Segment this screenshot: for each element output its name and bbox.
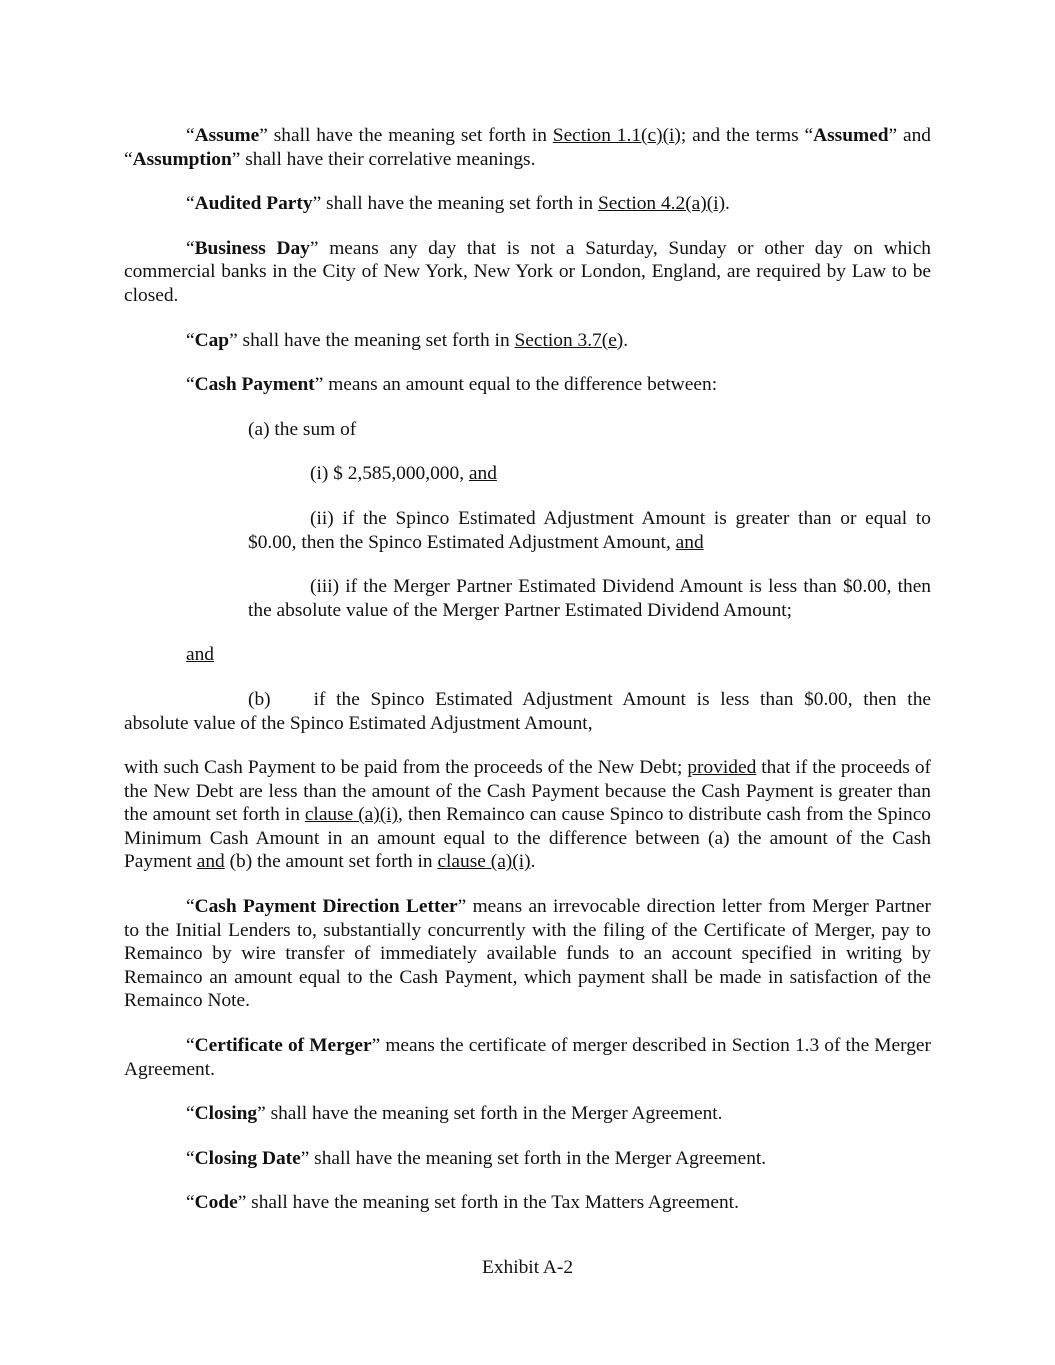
definition-text: ” means any day that is not a Saturday, Sunday or other day on which commercial banks in the City of New York, New York or London, England, are required by Law to be closed.: [124, 237, 931, 306]
definition-closing-date: [124, 1147, 931, 1171]
definition-text: ” shall have the meaning set forth in the Tax Matters Agreement.: [237, 1192, 739, 1214]
defined-term: Closing: [194, 1103, 258, 1125]
defined-term: Cash Payment Direction Letter: [194, 896, 458, 918]
clause-b: [124, 688, 931, 735]
defined-term: Assumed: [813, 125, 889, 146]
page-footer: Exhibit A-2: [481, 1257, 574, 1278]
definition-cash-payment-direction-letter: [124, 895, 931, 1013]
and-connector: [124, 643, 931, 667]
definition-cash-payment: [124, 373, 931, 397]
definition-audited-party: [124, 192, 931, 216]
definition-text: ” means an irrevocable direction letter from Merger Partner to the Initial Lenders to, substantially concurrently with the filing of the Certificate of Merger, pay to Remainco by wire transfer of immediately available funds to an account specified in writing by Remainco an amount equal to the Cash Payment, which payment shall be made in satisfaction of the Remainco Note.: [124, 896, 931, 1012]
clause-a-ii: [124, 507, 931, 554]
quote: “: [186, 1035, 195, 1057]
section-reference: Section 3.7(e): [514, 329, 624, 351]
quote: “: [186, 1147, 195, 1169]
underlined-and: and: [186, 644, 214, 666]
section-reference: Section 1.1(c)(i): [552, 125, 681, 146]
quote: “: [186, 1103, 195, 1125]
definition-text: .: [725, 193, 730, 215]
definition-text: ” shall have the meaning set forth in the Merger Agreement.: [257, 1103, 723, 1125]
clause-text: (ii) if the Spinco Estimated Adjustment Amount is greater than or equal to $0.00, then the Spinco Estimated Adjustment Amount,: [248, 507, 931, 553]
defined-term: Assume: [194, 125, 260, 146]
definition-text: ” shall have the meaning set forth in: [259, 125, 553, 146]
clause-reference: clause (a)(i): [437, 851, 531, 873]
clause-label: (b): [248, 688, 271, 710]
quote: “: [186, 896, 195, 918]
definition-certificate-of-merger: [124, 1034, 931, 1081]
clause-a-i: [124, 462, 931, 486]
definition-business-day: [124, 237, 931, 308]
proviso-text: that if the proceeds of the New Debt are less than the amount of the Cash Payment because the Cash Payment is greater than the amount set forth in: [124, 757, 931, 826]
defined-term: Business Day: [194, 237, 310, 259]
clause-reference: clause (a)(i): [304, 804, 399, 826]
definition-cap: [124, 329, 931, 353]
definition-text: .: [623, 329, 629, 351]
definition-text: ” shall have the meaning set forth in the Merger Agreement.: [300, 1147, 767, 1169]
cash-payment-proviso: [124, 756, 931, 874]
quote: “: [186, 374, 195, 396]
quote: “: [186, 193, 195, 215]
quote: “: [186, 125, 195, 146]
definition-text: ” shall have the meaning set forth in: [312, 193, 598, 215]
clause-a: (a) the sum of: [248, 418, 357, 440]
defined-term: Audited Party: [194, 193, 313, 215]
quote: “: [186, 1192, 195, 1214]
definition-text: ; and the terms “: [680, 125, 814, 146]
defined-term: Cap: [194, 329, 230, 351]
definition-code: [124, 1191, 931, 1215]
underlined-and: and: [675, 531, 704, 553]
proviso-text: , then Remainco can cause Spinco to distribute cash from the Spinco Minimum Cash Amount in an amount equal to the difference between (a) the amount of the Cash Payment: [124, 804, 932, 873]
underlined-provided: provided: [687, 757, 757, 779]
definition-text: ” means an amount equal to the difference between:: [314, 374, 718, 396]
clause-text: if the Spinco Estimated Adjustment Amount is less than $0.00, then the absolute value of the Spinco Estimated Adjustment Amount,: [124, 688, 931, 734]
clause-text: (i) $ 2,585,000,000,: [310, 463, 469, 485]
quote: “: [186, 237, 195, 259]
defined-term: Closing Date: [194, 1147, 301, 1169]
underlined-and: and: [196, 851, 225, 873]
definition-text: ” shall have the meaning set forth in: [229, 329, 515, 351]
quote: “: [186, 329, 195, 351]
proviso-text: with such Cash Payment to be paid from the proceeds of the New Debt;: [124, 757, 688, 779]
clause-a-iii: (iii) if the Merger Partner Estimated Dividend Amount is less than $0.00, then the absolute value of the Merger Partner Estimated Dividend Amount;: [248, 576, 931, 621]
defined-term: Code: [194, 1192, 238, 1214]
underlined-and: and: [468, 463, 497, 485]
defined-term: Certificate of Merger: [194, 1035, 372, 1057]
defined-term: Assumption: [132, 148, 232, 170]
proviso-text: (b) the amount set forth in: [224, 851, 438, 873]
definition-text: ” shall have their correlative meanings.: [231, 148, 536, 170]
definition-text: ” and “: [124, 125, 931, 170]
defined-term: Cash Payment: [194, 374, 315, 396]
document-body: [124, 124, 931, 1236]
section-reference: Section 4.2(a)(i): [597, 193, 726, 215]
definition-closing: [124, 1102, 931, 1126]
definition-assume: [124, 124, 931, 171]
definition-text: ” means the certificate of merger described in Section 1.3 of the Merger Agreement.: [124, 1035, 931, 1080]
proviso-text: .: [530, 851, 536, 873]
